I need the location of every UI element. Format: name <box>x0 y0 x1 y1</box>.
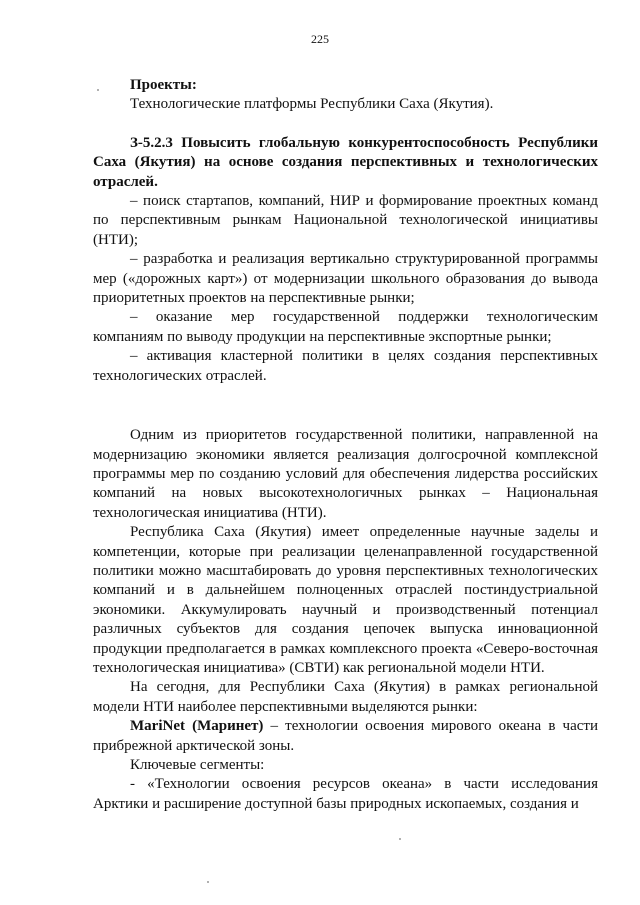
segment-item: - «Технологии освоения ресурсов океана» в части исследования Арктики и расширение доступной базы природных ископаемых, создания и <box>93 776 598 812</box>
marinet-paragraph <box>93 717 598 756</box>
segments-label: Ключевые сегменты: <box>130 757 265 773</box>
page-number: 225 <box>311 32 329 46</box>
section-item: – разработка и реализация вертикально структурированной программы мер («дорожных карт») от модернизации школьного образования до вывода приоритетных проектов на перспективные рынки; <box>93 251 598 307</box>
section-item: – активация кластерной политики в целях создания перспективных технологических отраслей. <box>93 348 598 384</box>
scan-speck <box>97 89 99 91</box>
scan-speck <box>399 838 401 840</box>
body-paragraph: Одним из приоритетов государственной политики, направленной на модернизацию экономики является реализация долгосрочной комплексной программы мер по созданию условий для обеспечения лидерства российских компаний на новых высокотехнологичных рынках – Национальная технологическая инициатива (НТИ). <box>93 427 598 521</box>
scan-speck <box>207 881 209 883</box>
marinet-name: MariNet (Маринет) <box>130 718 264 735</box>
section-item: – поиск стартапов, компаний, НИР и формирование проектных команд по перспективным рынкам Национальной технологической инициативы (НТИ); <box>93 193 598 248</box>
page-content <box>93 76 598 814</box>
section-item: – оказание мер государственной поддержки технологическим компаниям по выводу продукции на перспективные экспортные рынки; <box>93 309 598 345</box>
section-heading: З-5.2.3 Повысить глобальную конкурентоспособность Республики Саха (Якутия) на основе создания перспективных и технологических отраслей. <box>93 134 598 190</box>
body-paragraph: Республика Саха (Якутия) имеет определенные научные заделы и компетенции, которые при реализации целенаправленной государственной политики можно масштабировать до уровня перспективных технологических компаний и в дальнейшем полноценных отраслей постиндустриальной экономики. Аккумулировать научный и производственный потенциал различных субъектов для создания цепочек выпуска инновационной продукции предполагается в рамках комплексного проекта «Северо-восточная технологическая инициатива» (СВТИ) как региональной модели НТИ. <box>93 524 598 676</box>
projects-text: Технологические платформы Республики Саха (Якутия). <box>130 96 494 113</box>
projects-label: Проекты: <box>130 77 197 93</box>
body-paragraph: На сегодня, для Республики Саха (Якутия) в рамках региональной модели НТИ наиболее перспективными выделяются рынки: <box>93 679 598 715</box>
marinet-text: – технологии освоения мирового океана в части прибрежной арктической зоны. <box>93 718 598 754</box>
